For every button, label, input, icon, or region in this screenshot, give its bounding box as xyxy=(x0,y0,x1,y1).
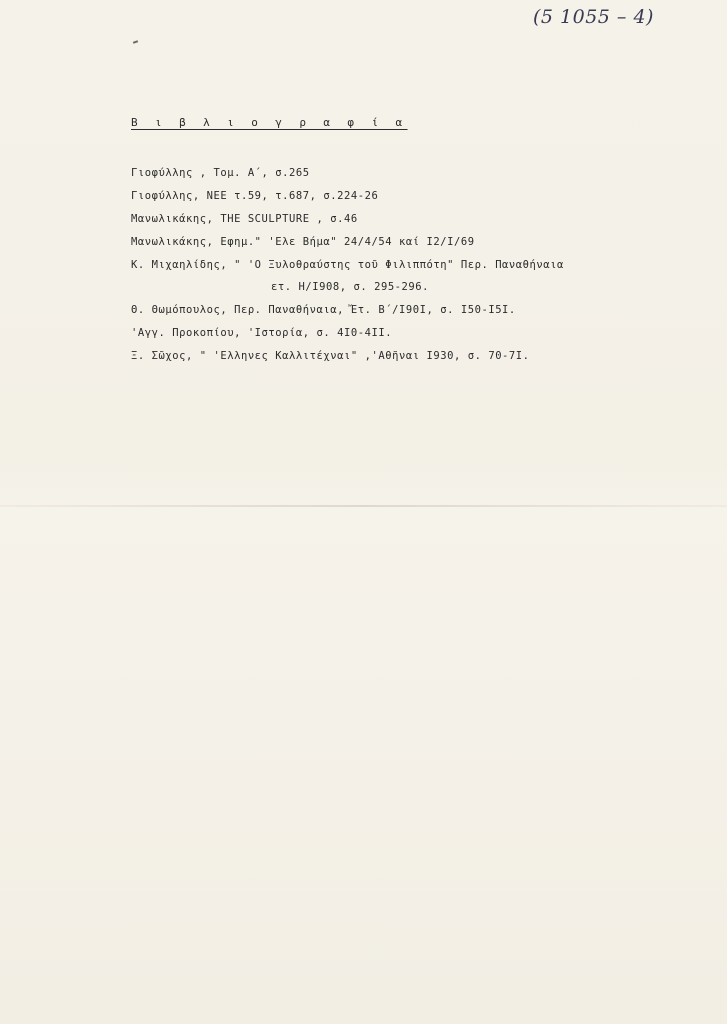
bibliography-entry: Ξ. Σῶχος, " 'Ελληνες Καλλιτέχναι" ,'Αθῆναι Ι930, σ. 70-7Ι. xyxy=(131,350,530,363)
bibliography-entry: Γιοφύλλης, ΝΕΕ τ.59, τ.687, σ.224-26 xyxy=(131,189,379,202)
bibliography-entry: 'Αγγ. Προκοπίου, 'Ιστορία, σ. 4Ι0-4ΙΙ. xyxy=(131,327,393,340)
bibliography-entry-continuation: ετ. Η/Ι908, σ. 295-296. xyxy=(271,281,430,294)
bibliography-entry: Θ. Θωμόπουλος, Περ. Παναθήναια, Ἔτ. Β΄/Ι90Ι, σ. Ι50-Ι5Ι. xyxy=(131,304,516,317)
bibliography-entry: Γιοφύλλης , Τομ. Α΄, σ.265 xyxy=(131,167,310,179)
bibliography-entry: Μανωλικάκης, Εφημ." 'Ελε Βήμα" 24/4/54 καί Ι2/Ι/69 xyxy=(131,235,475,248)
bibliography-list xyxy=(131,166,564,372)
paper-fold-line xyxy=(0,505,727,507)
bibliography-entry: Κ. Μιχαηλίδης, " 'Ο Ξυλοθραύστης τοῦ Φιλιππότη" Περ. Παναθήναια xyxy=(131,258,564,271)
handwritten-archive-ref: (5 1055 – 4) xyxy=(533,6,654,28)
document-heading: Β ι β λ ι ο γ ρ α φ ί α xyxy=(131,116,408,129)
bibliography-entry: Μανωλικάκης, THE SCULPTURE , σ.46 xyxy=(131,212,358,225)
ink-speck xyxy=(133,40,138,44)
